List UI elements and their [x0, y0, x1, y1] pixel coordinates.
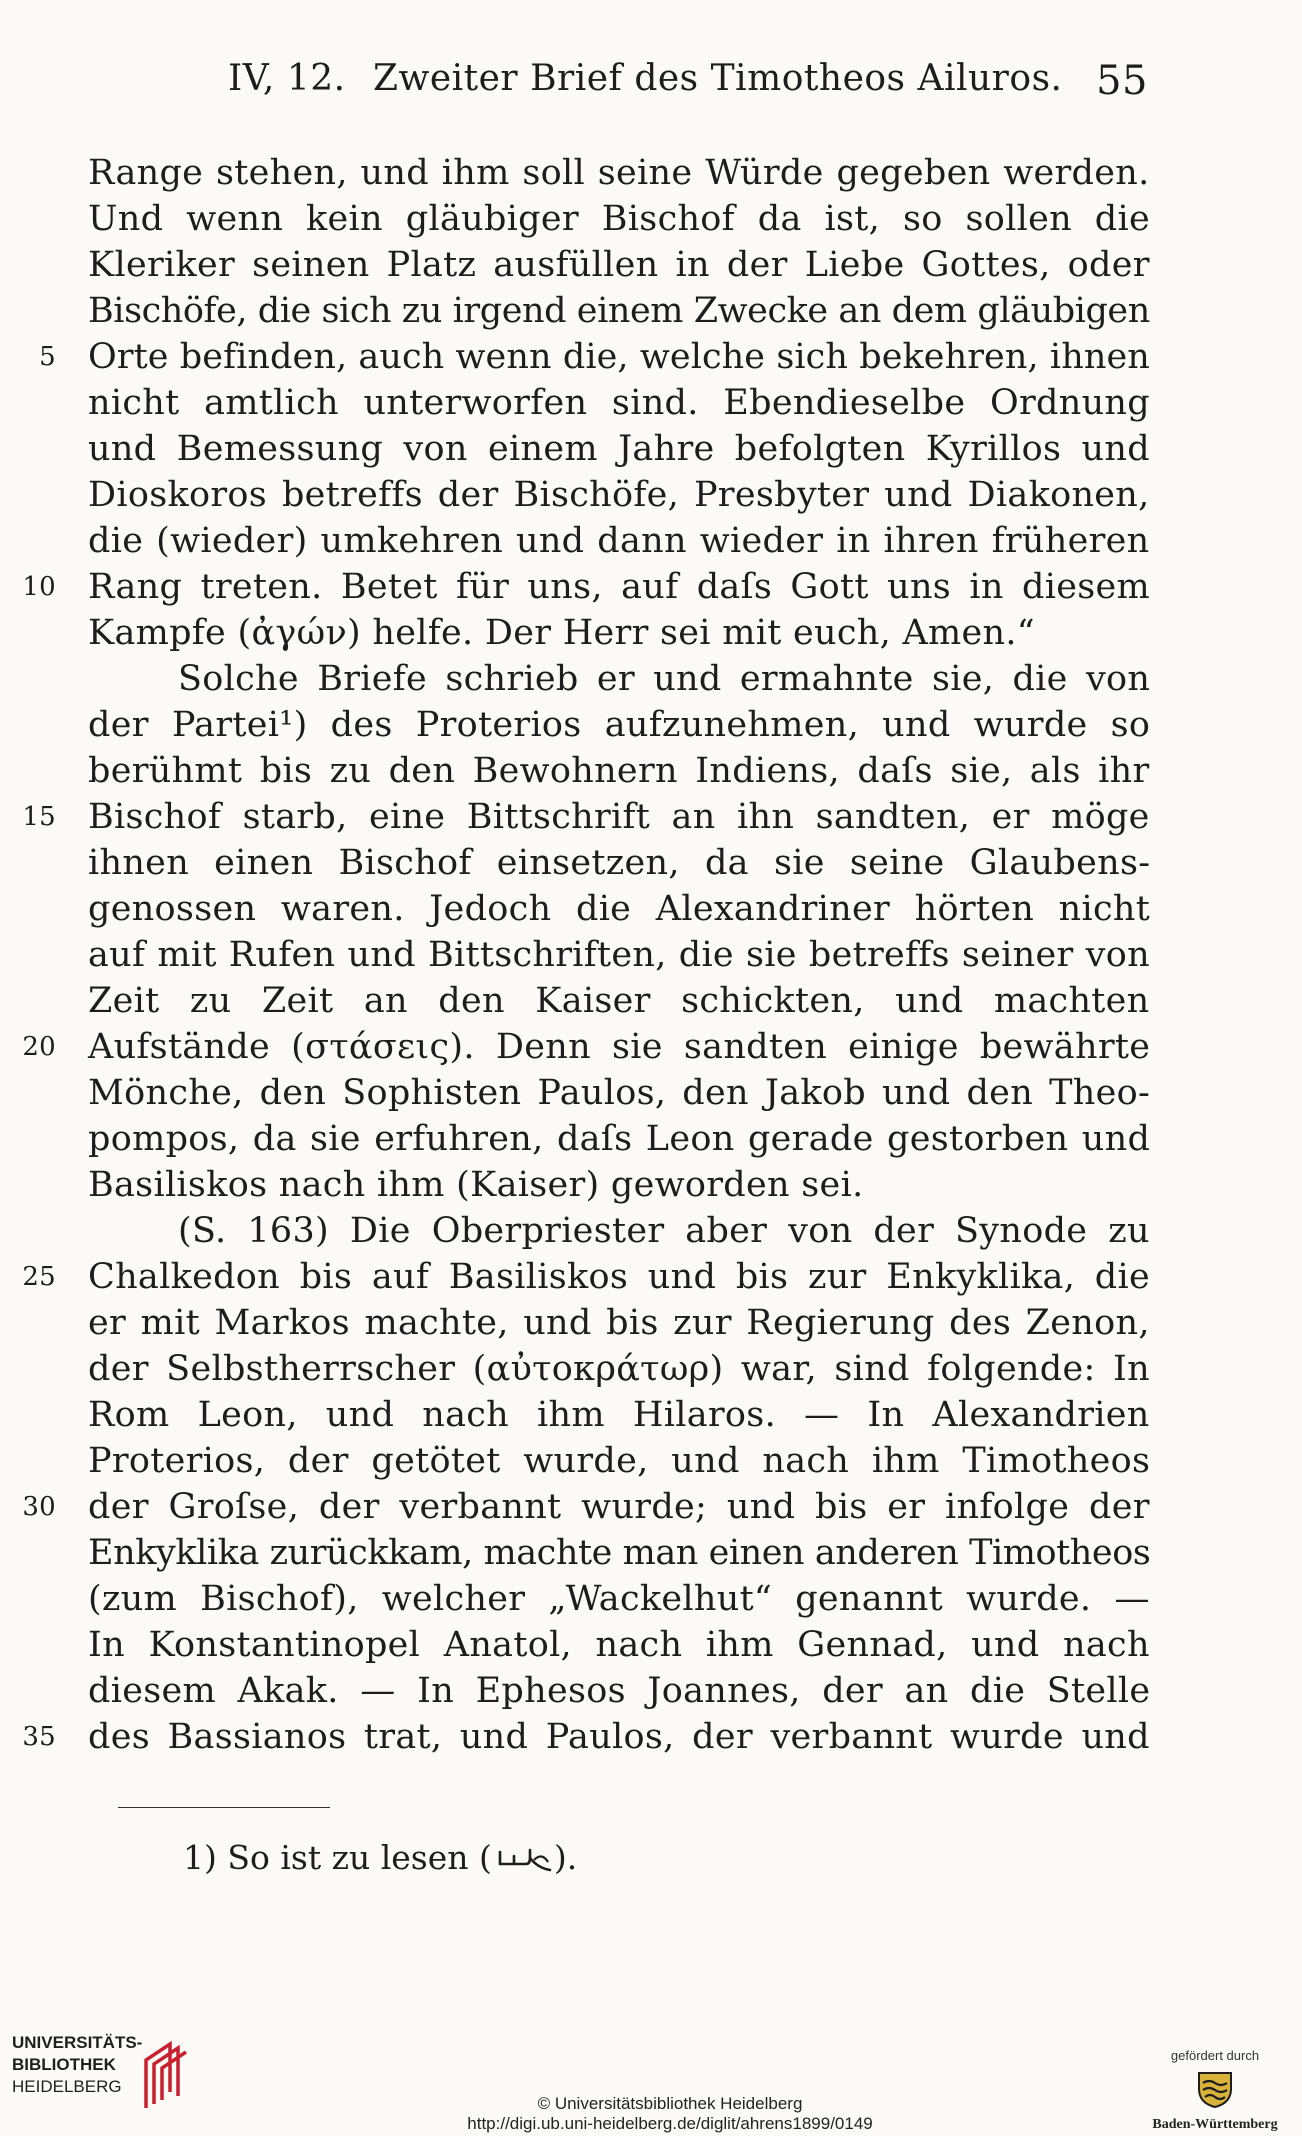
line-text: Kampfe (ἀγών) helfe. Der Herr sei mit euch, Amen.“ [88, 613, 1035, 653]
text-line [22, 1714, 1150, 1760]
line-text: (zum Bischof), welcher „Wackelhut“ genannt wurde. — [88, 1579, 1150, 1619]
text-line [88, 932, 1150, 978]
line-text: Rom Leon, und nach ihm Hilaros. — In Alexandrien [88, 1395, 1150, 1435]
text-line [88, 978, 1150, 1024]
library-mark-icon [140, 2038, 192, 2116]
line-number: 25 [22, 1262, 56, 1292]
line-text: Mönche, den Sophisten Paulos, den Jakob und den Theo- [88, 1073, 1151, 1113]
line-text: In Konstantinopel Anatol, nach ihm Gennad, und nach [88, 1625, 1150, 1665]
line-number: 20 [22, 1032, 56, 1062]
library-logo [12, 2032, 182, 2124]
line-text: Aufstände (στάσεις). Denn sie sandten einige bewährte [88, 1027, 1151, 1067]
footnote-rule [118, 1807, 330, 1808]
text-line [88, 150, 1150, 196]
library-line-3: HEIDELBERG [12, 2077, 122, 2096]
body-text [22, 150, 1151, 1760]
sponsor-block [1140, 2048, 1290, 2133]
line-text: Bischöfe, die sich zu irgend einem Zwecke an dem gläubigen [88, 291, 1150, 331]
copyright-notice: © Universitätsbibliothek Heidelberg [537, 2094, 803, 2113]
section-number: IV, 12. [228, 58, 346, 99]
line-text: pompos, da sie erfuhren, daſs Leon gerade gestorben und [88, 1119, 1151, 1159]
page-number: 55 [1096, 58, 1148, 104]
text-line [39, 334, 1150, 380]
text-line [88, 1346, 1150, 1392]
text-line [22, 1024, 1151, 1070]
text-line [88, 380, 1150, 426]
text-line [22, 794, 1150, 840]
page-footer [0, 2030, 1302, 2136]
text-line [88, 1392, 1150, 1438]
library-line-2: BIBLIOTHEK [12, 2055, 116, 2074]
text-line [88, 656, 1150, 702]
syriac-word-glyph [496, 1838, 554, 1883]
line-text: Orte befinden, auch wenn die, welche sich bekehren, ihnen [88, 337, 1150, 377]
line-text: der Selbstherrscher (αὐτοκράτωρ) war, sind folgende: In [88, 1349, 1150, 1389]
line-text: Chalkedon bis auf Basiliskos und bis zur Enkyklika, die [88, 1257, 1151, 1297]
text-line [88, 1162, 1150, 1208]
line-text: Range stehen, und ihm soll seine Würde gegeben werden. [88, 153, 1150, 193]
text-line [88, 840, 1150, 886]
line-text: ihnen einen Bischof einsetzen, da sie seine Glaubens- [88, 843, 1151, 883]
line-number: 30 [22, 1492, 56, 1522]
text-line [88, 1070, 1150, 1116]
running-title: Zweiter Brief des Timotheos Ailuros. [373, 58, 1063, 99]
source-url[interactable]: http://digi.ub.uni-heidelberg.de/diglit/ahrens1899/0149 [467, 2114, 873, 2133]
text-line [88, 1622, 1150, 1668]
line-number: 35 [22, 1722, 56, 1752]
line-text: Rang treten. Betet für uns, auf daſs Gott uns in diesem [88, 567, 1151, 607]
line-text: nicht amtlich unterworfen sind. Ebendieselbe Ordnung [88, 383, 1150, 423]
text-line [22, 1254, 1151, 1300]
line-text: die (wieder) umkehren und dann wieder in ihren früheren [88, 521, 1150, 561]
line-text: und Bemessung von einem Jahre befolgten Kyrillos und [88, 429, 1150, 469]
text-line [88, 1208, 1150, 1254]
line-text: genossen waren. Jedoch die Alexandriner hörten nicht [88, 889, 1151, 929]
footnote-text-after: ). [553, 1838, 578, 1877]
line-text: Und wenn kein gläubiger Bischof da ist, so sollen die [88, 199, 1151, 239]
footnote [183, 1836, 577, 1883]
text-line [88, 242, 1150, 288]
line-text: (S. 163) Die Oberpriester aber von der Synode zu [178, 1211, 1150, 1251]
line-text: auf mit Rufen und Bittschriften, die sie betreffs seiner von [88, 935, 1150, 975]
text-line [88, 1668, 1150, 1714]
sponsor-name: Baden-Württemberg [1152, 2117, 1278, 2132]
line-text: Zeit zu Zeit an den Kaiser schickten, und machten [88, 981, 1150, 1021]
line-text: der Partei¹) des Proterios aufzunehmen, und wurde so [88, 705, 1151, 745]
line-text: berühmt bis zu den Bewohnern Indiens, daſs sie, als ihr [88, 751, 1150, 791]
line-text: er mit Markos machte, und bis zur Regierung des Zenon, [88, 1303, 1150, 1343]
library-line-1: UNIVERSITÄTS- [12, 2033, 143, 2052]
text-line [88, 1438, 1150, 1484]
footnote-text-before: 1) So ist zu lesen ( [183, 1838, 492, 1877]
line-text: Bischof starb, eine Bittschrift an ihn sandten, er möge [88, 797, 1150, 837]
text-line [88, 1116, 1150, 1162]
text-line [88, 1576, 1150, 1622]
text-line [88, 426, 1150, 472]
line-text: Solche Briefe schrieb er und ermahnte sie, die von [178, 659, 1151, 699]
line-text: diesem Akak. — In Ephesos Joannes, der an die Stelle [88, 1671, 1151, 1711]
text-line [22, 1484, 1150, 1530]
sponsor-label: gefördert durch [1170, 2048, 1260, 2063]
text-line [88, 748, 1150, 794]
state-coat-of-arms-icon [1140, 2069, 1290, 2113]
line-text: der Groſse, der verbannt wurde; und bis er infolge der [88, 1487, 1150, 1527]
text-line [88, 288, 1150, 334]
line-text: Proterios, der getötet wurde, und nach ihm Timotheos [88, 1441, 1151, 1481]
line-text: Basiliskos nach ihm (Kaiser) geworden sei. [88, 1165, 864, 1205]
text-line [88, 1300, 1150, 1346]
page-header [228, 58, 1148, 108]
text-line [88, 886, 1150, 932]
line-text: Kleriker seinen Platz ausfüllen in der Liebe Gottes, oder [88, 245, 1150, 285]
line-number: 10 [22, 572, 56, 602]
line-text: des Bassianos trat, und Paulos, der verbannt wurde und [88, 1717, 1150, 1757]
text-line [88, 610, 1150, 656]
text-line [88, 702, 1150, 748]
text-line [88, 472, 1150, 518]
text-line [22, 564, 1151, 610]
text-line [88, 196, 1150, 242]
line-number: 5 [39, 342, 56, 372]
line-number: 15 [22, 802, 56, 832]
line-text: Dioskoros betreffs der Bischöfe, Presbyter und Diakonen, [88, 475, 1150, 515]
text-line [88, 1530, 1150, 1576]
text-line [88, 518, 1150, 564]
line-text: Enkyklika zurückkam, machte man einen anderen Timotheos [88, 1533, 1151, 1573]
